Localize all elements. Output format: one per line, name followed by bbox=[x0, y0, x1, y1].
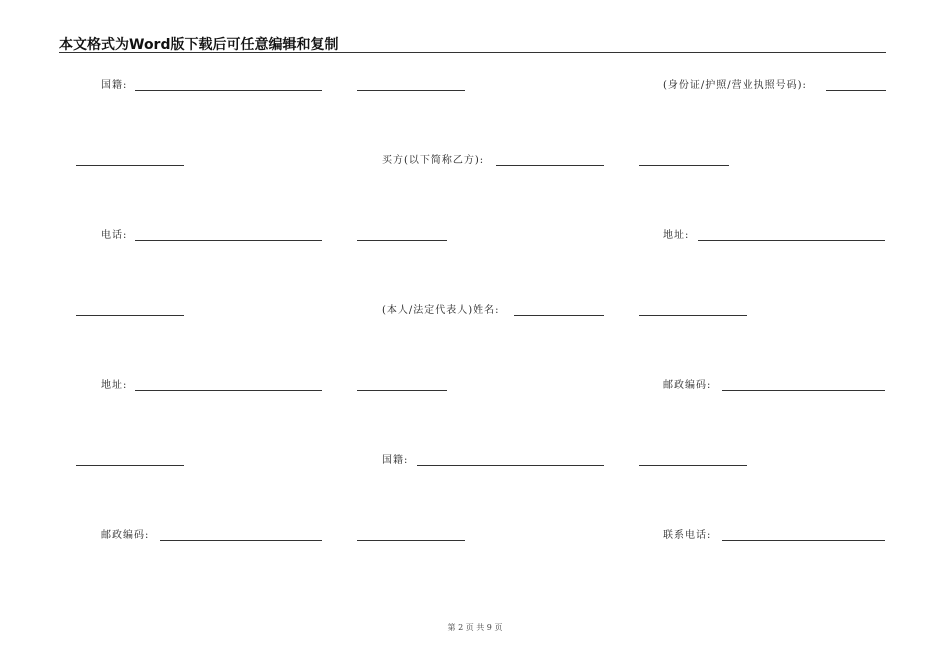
document-header-title: 本文格式为Word版下载后可任意编辑和复制 bbox=[59, 37, 339, 53]
nationality-label: 国籍: bbox=[101, 80, 128, 91]
phone-input-line[interactable] bbox=[135, 240, 322, 241]
address-label: 地址: bbox=[663, 230, 690, 241]
blank-line[interactable] bbox=[76, 315, 184, 316]
nationality-input-line[interactable] bbox=[417, 465, 604, 466]
contact-phone-label: 联系电话: bbox=[663, 530, 712, 541]
address-input-line[interactable] bbox=[698, 240, 885, 241]
blank-line[interactable] bbox=[357, 240, 447, 241]
id-number-label: (身份证/护照/营业执照号码): bbox=[663, 80, 807, 91]
blank-line[interactable] bbox=[639, 315, 747, 316]
postal-code-input-line[interactable] bbox=[722, 390, 885, 391]
blank-line[interactable] bbox=[639, 465, 747, 466]
header-divider bbox=[59, 52, 886, 53]
address-label: 地址: bbox=[101, 380, 128, 391]
buyer-label: 买方(以下简称乙方): bbox=[382, 155, 485, 166]
blank-line[interactable] bbox=[357, 390, 447, 391]
blank-line[interactable] bbox=[357, 90, 465, 91]
contact-phone-input-line[interactable] bbox=[722, 540, 885, 541]
phone-label: 电话: bbox=[101, 230, 128, 241]
page-number: 第 2 页 共 9 页 bbox=[447, 623, 503, 632]
representative-name-label: (本人/法定代表人)姓名: bbox=[382, 305, 500, 316]
postal-code-label: 邮政编码: bbox=[101, 530, 150, 541]
postal-code-label: 邮政编码: bbox=[663, 380, 712, 391]
nationality-label: 国籍: bbox=[382, 455, 409, 466]
blank-line[interactable] bbox=[639, 165, 729, 166]
address-input-line[interactable] bbox=[135, 390, 322, 391]
blank-line[interactable] bbox=[357, 540, 465, 541]
postal-code-input-line[interactable] bbox=[160, 540, 322, 541]
buyer-input-line[interactable] bbox=[496, 165, 604, 166]
representative-name-input-line[interactable] bbox=[514, 315, 604, 316]
nationality-input-line[interactable] bbox=[135, 90, 322, 91]
id-number-input-line[interactable] bbox=[826, 90, 886, 91]
blank-line[interactable] bbox=[76, 165, 184, 166]
blank-line[interactable] bbox=[76, 465, 184, 466]
